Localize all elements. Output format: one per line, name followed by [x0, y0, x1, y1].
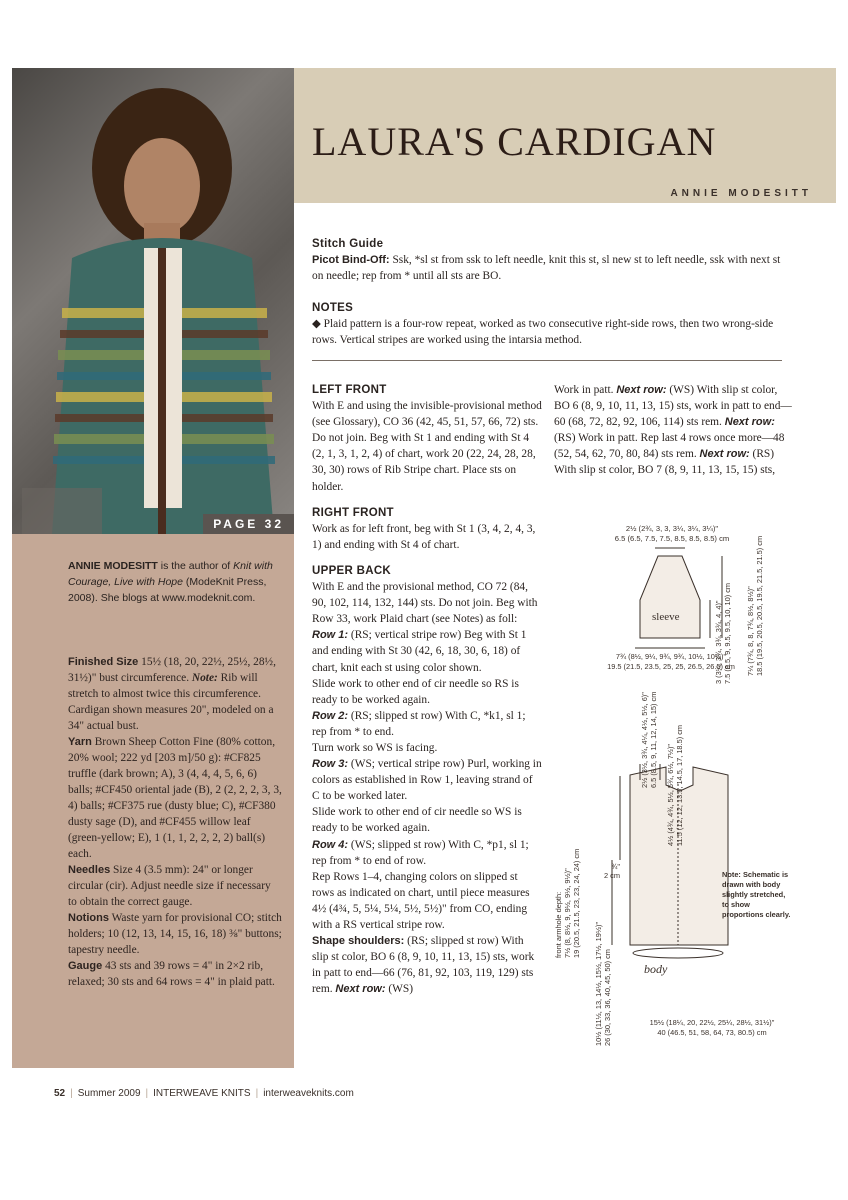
model-illustration: [12, 68, 294, 534]
detail-text: Waste yarn for provisional CO; stitch holders; 10 (12, 13, 14, 15, 16, 18) ⅜" buttons; tapestry needle.: [68, 912, 282, 956]
row-1: [312, 627, 542, 675]
body-length-measurement: [594, 922, 612, 1046]
armhole-measurement: [554, 849, 581, 958]
shape-label: Shape shoulders:: [312, 935, 405, 948]
sleeve-top-cm: 6.5 (6.5, 7.5, 7.5, 8.5, 8.5, 8.5) cm: [614, 534, 730, 543]
upper-back-heading: UPPER BACK: [312, 564, 392, 577]
author-bio: [68, 558, 278, 606]
detail-label: Gauge: [68, 960, 103, 972]
row-text: (RS; slipped st row) With C, *k1, sl 1; rep from * to end.: [312, 709, 526, 738]
instructions-column-2: [554, 382, 794, 479]
row-text: (WS; vertical stripe row) Purl, working in colors as established in Row 1, leaving strand of C to be worked later.: [312, 758, 542, 803]
detail-text: 43 sts and 39 rows = 4" in 2×2 rib, relaxed; 30 sts and 64 rows = 4" in plaid patt.: [68, 960, 275, 988]
body-length-cm: 26 (30, 33, 36, 40, 45, 50) cm: [603, 949, 612, 1046]
left-front-text: With E and using the invisible-provisional method (see Glossary), CO 36 (42, 45, 51, 57, 66, 72) sts. Do not join. Beg with St 1 and ending with St 4 (2, 1, 3, 1, 2, 4) of chart, work 20 (22, 24, 28, 28, 30, 30) rows of Rib Stripe chart. Place sts on holder.: [312, 400, 542, 493]
next-row-label: Next row:: [724, 416, 775, 429]
footer-separator: |: [255, 1088, 259, 1099]
row-2: [312, 708, 542, 740]
right-front-section: [312, 505, 542, 553]
next-row-text: (WS): [385, 983, 414, 996]
sleeve-cap-cm: 7.5 (8.5, 9, 9.5, 9.5, 10, 10) cm: [723, 582, 732, 684]
website-link[interactable]: interweaveknits.com: [263, 1088, 354, 1099]
shoulder-cm: 2 cm: [603, 871, 620, 880]
sidebar: [12, 534, 294, 1068]
row-4: [312, 837, 542, 869]
body-width-cm: 40 (46.5, 51, 58, 64, 73, 80.5) cm: [657, 1028, 767, 1037]
turn-instruction: Turn work so WS is facing.: [312, 741, 438, 754]
body-label: body: [644, 962, 668, 976]
footer-separator: |: [70, 1088, 73, 1099]
picot-bind-off: [312, 252, 782, 284]
continued-text-4: (RS) With slip st color, BO 7 (8, 9, 11, 13, 15, 15) sts,: [554, 448, 776, 477]
bio-text: is the author of: [157, 560, 234, 572]
slide-instruction: Slide work to other end of cir needle so WS is ready to be worked again.: [312, 806, 522, 835]
sleeve-bottom-cm: 19.5 (21.5, 23.5, 25, 25, 26.5, 26.5) cm: [607, 662, 735, 671]
slide-instruction: Slide work to other end of cir needle so RS is ready to be worked again.: [312, 677, 519, 706]
body-length-in: 10½ (11½, 13, 14½, 15½, 17½, 19½)": [594, 921, 603, 1046]
next-row-label: Next row:: [616, 384, 667, 396]
row-text: (WS; slipped st row) With C, *p1, sl 1; rep from * to end of row.: [312, 838, 529, 867]
stitch-guide-text: Ssk, *sl st from ssk to left needle, knit this st, sl new st to left needle, ssk with next st on needle; rep from * until all sts are BO.: [312, 254, 781, 282]
detail-label: Needles: [68, 864, 111, 876]
section-divider: [312, 360, 782, 361]
row-label: Row 3:: [312, 758, 349, 771]
footer-separator: |: [145, 1088, 149, 1099]
page-footer: [54, 1088, 354, 1099]
shoulder-measurement: [598, 862, 620, 880]
continued-text-2: (WS) With slip st color, BO 6 (8, 9, 10, 11, 13, 15) sts, work in patt to end—60 (68, 72, 82, 92, 106, 114) sts rem.: [554, 384, 792, 429]
right-front-heading: RIGHT FRONT: [312, 506, 394, 519]
next-row-label: Next row:: [699, 448, 750, 461]
sleeve-cap-measurement: [714, 583, 732, 684]
row-text: (RS; vertical stripe row) Beg with St 1 and ending with St 30 (42, 6, 18, 30, 6, 18) of chart, knit each st using color shown.: [312, 629, 527, 674]
left-front-heading: LEFT FRONT: [312, 384, 387, 396]
detail-text: Size 4 (3.5 mm): 24" or longer circular (cir). Adjust needle size if necessary to obtain the correct gauge.: [68, 864, 271, 908]
detail-label: Yarn: [68, 736, 92, 748]
neck-depth-measurement: [640, 692, 658, 788]
neck-width-in: 4½ (4¾, 4¾, 5½, 5¾, 6½, 7½)": [666, 743, 675, 846]
left-front-section: [312, 382, 542, 495]
page-reference-label: PAGE 32: [203, 514, 294, 534]
yarn: [68, 734, 282, 862]
notes-section: [312, 300, 782, 348]
sleeve-length-measurement: [746, 536, 764, 676]
author-name: ANNIE MODESITT: [670, 188, 812, 199]
body-width-in: 15½ (18¼, 20, 22½, 25¼, 28½, 31½)": [649, 1018, 775, 1027]
armhole-cm: 19 (20.5, 21.5, 23, 23, 24, 24) cm: [572, 848, 581, 958]
shape-shoulders: [312, 933, 542, 997]
detail-label: Notions: [68, 912, 109, 924]
sleeve-bottom-measurement: [566, 652, 776, 672]
shape-text: (RS; slipped st row) With slip st color, BO 6 (8, 9, 10, 11, 13, 15) sts, work in patt to end—66 (76, 81, 92, 103, 119, 129) sts rem.: [312, 935, 535, 996]
needles: [68, 862, 282, 910]
row-3: [312, 756, 542, 804]
row-label: Row 1:: [312, 629, 349, 642]
notes-body: Plaid pattern is a four-row repeat, worked as two consecutive right-side rows, then two wrong-side rows. Vertical stripes are worked using the intarsia method.: [312, 318, 774, 346]
cardigan-photo: [12, 68, 294, 534]
notes-text: [312, 316, 782, 348]
finished-size: [68, 654, 282, 734]
right-front-text: Work as for left front, beg with St 1 (3, 4, 2, 4, 3, 1) and ending with St 4 of chart.: [312, 522, 536, 551]
detail-text: Brown Sheep Cotton Fine (80% cotton, 20% wool; 222 yd [203 m]/50 g): #CF825 truffle (dark brown; A), 3 (4, 4, 4, 5, 6, 6) balls; #CF450 oriental jade (B), 2 (2, 2, 2, 3, 3, 4) balls; #CF375 rue (dusty blue; C), #CF380 dusty sage (D), and #CF455 willow leaf (green-yellow; E), 1 (1, 1, 2, 2, 2, 2) ball(s) each.: [68, 736, 282, 860]
next-row-label: Next row:: [335, 983, 386, 996]
bio-name: ANNIE MODESITT: [68, 560, 158, 572]
detail-text: 15½ (18, 20, 22½, 25½, 28½, 31½)" bust circumference.: [68, 656, 276, 684]
notions: [68, 910, 282, 958]
upper-back-section: [312, 563, 542, 998]
bullet-icon: ◆: [312, 318, 321, 330]
neck-width-cm: 11.5 (12, 12, 13.5, 14.5, 17, 18.5) cm: [675, 724, 684, 846]
schematic-note: Note: Schematic is drawn with body slightly stretched, to show proportions clearly.: [722, 870, 791, 919]
stitch-guide-label: Picot Bind-Off:: [312, 254, 390, 266]
gauge: [68, 958, 282, 990]
armhole-label: front armhole depth:: [554, 891, 563, 958]
detail-note-label: Note:: [191, 672, 218, 684]
sleeve-top-in: 2½ (2¾, 3, 3, 3¼, 3¼, 3¼)": [625, 524, 719, 533]
sleeve-length-in: 7¼ (7¾, 8, 8, 7¾, 8½, 8½)": [746, 586, 755, 676]
title-band: [294, 68, 836, 203]
neck-depth-in: 2½ (3½, 3¾, 4¼, 4½, 5½, 6)": [640, 692, 649, 788]
armhole-in: 7½ (8, 8½, 9, 9½, 9½, 9½)": [563, 868, 572, 958]
instructions-column-1: [312, 382, 542, 997]
bio-book: Knit with Courage, Live with Hope: [68, 560, 273, 588]
continued-text-1: Work in patt.: [554, 384, 617, 396]
neck-width-measurement: [666, 725, 684, 846]
repeat-instruction: Rep Rows 1–4, changing colors on slipped st rows as indicated on chart, until piece measures 4½ (4¾, 5, 5¼, 5¼, 5½, 5½)" from CO, ending with a RS vertical stripe row.: [312, 870, 530, 931]
page-title: LAURA'S CARDIGAN: [312, 119, 717, 164]
continued-text: [554, 382, 794, 479]
sleeve-length-cm: 18.5 (19.5, 20.5, 20.5, 19.5, 21.5, 21.5) cm: [755, 535, 764, 676]
issue-date: Summer 2009: [77, 1088, 141, 1099]
detail-note: Rib will stretch to almost twice this circumference. Cardigan shown measures 20", modeled on a 34" actual bust.: [68, 672, 274, 732]
neck-depth-cm: 6.5 (8.5, 9, 11, 12, 14, 15) cm: [649, 691, 658, 788]
row-label: Row 4:: [312, 838, 349, 851]
row-label: Row 2:: [312, 709, 349, 722]
continued-text-3: (RS) Work in patt. Rep last 4 rows once more—48 (52, 54, 62, 70, 80, 84) sts rem.: [554, 432, 785, 461]
stitch-guide: [312, 236, 782, 284]
stitch-guide-heading: Stitch Guide: [312, 238, 384, 250]
upper-back-intro: With E and the provisional method, CO 72 (84, 90, 102, 114, 132, 144) sts. Do not join. Beg with Row 33, work Plaid chart (see Notes) as foll:: [312, 581, 538, 626]
body-width-measurement: [622, 1018, 802, 1038]
notes-heading: NOTES: [312, 302, 354, 314]
pattern-details: [68, 654, 282, 990]
sleeve-cap-in: 3 (3¼, 3¾, 3¾, 3¾, 4, 4)": [714, 600, 723, 684]
detail-label: Finished Size: [68, 656, 139, 668]
shoulder-in: ¾": [611, 862, 620, 871]
bio-text-2: (ModeKnit Press, 2008). She blogs at www.modeknit.com.: [68, 576, 267, 604]
magazine-name: INTERWEAVE KNITS: [153, 1088, 251, 1099]
page-number: 52: [54, 1088, 66, 1099]
sleeve-label: sleeve: [652, 611, 680, 623]
sleeve-bottom-in: 7¾ (8½, 9¼, 9¾, 9¾, 10½, 10½)": [615, 652, 727, 661]
